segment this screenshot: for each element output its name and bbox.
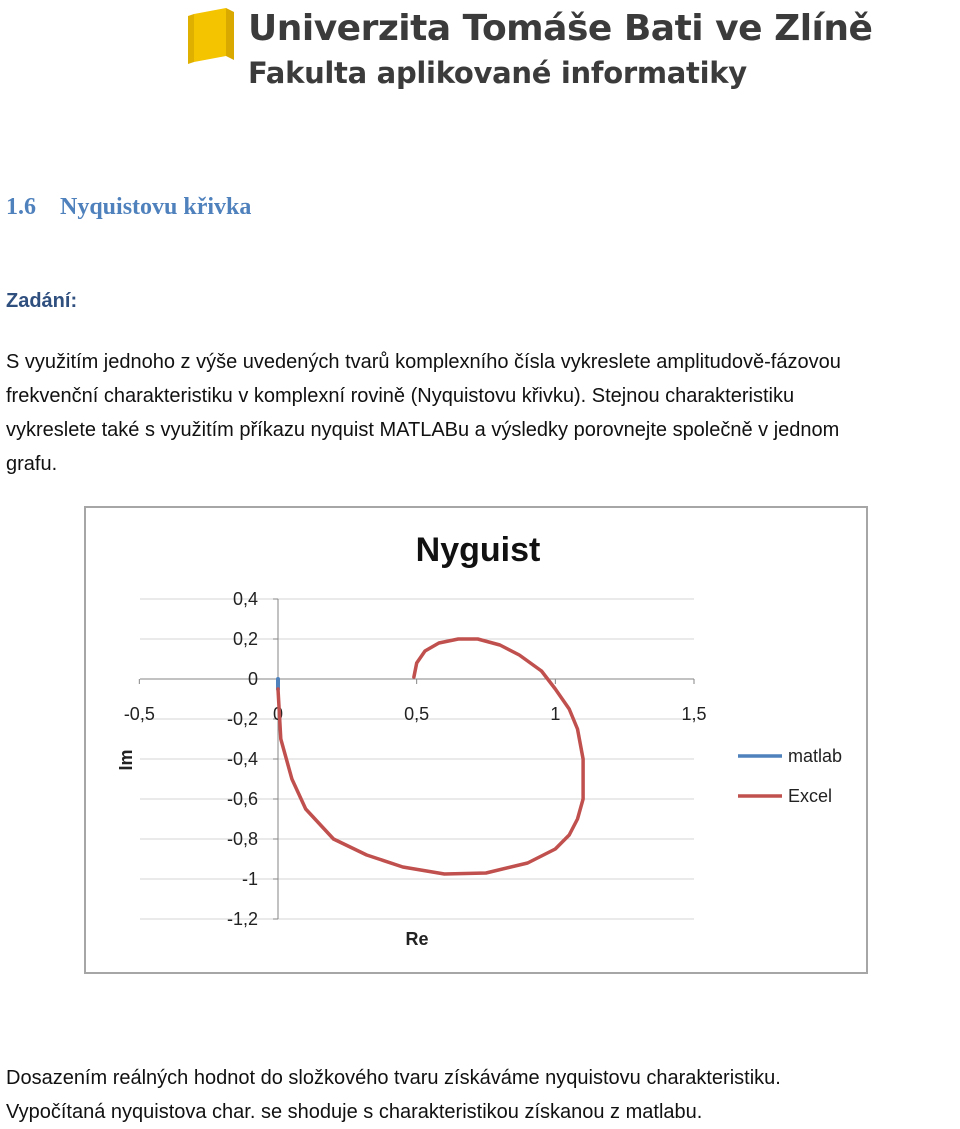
paragraph-line: grafu.: [6, 453, 58, 475]
paragraph-line: frekvenční charakteristiku v komplexní rovině (Nyquistovu křivku). Stejnou charakteristiku: [6, 385, 795, 407]
legend-label: matlab: [788, 746, 843, 766]
section-heading: [6, 194, 251, 221]
paragraph-line: S využitím jednoho z výše uvedených tvarů komplexního čísla vykreslete amplitudově-fázovou: [6, 351, 841, 373]
x-axis-title: Re: [405, 929, 429, 949]
faculty-name: Fakulta aplikované informatiky: [248, 56, 747, 90]
y-tick-label: -1,2: [226, 909, 258, 929]
university-name: Univerzita Tomáše Bati ve Zlíně: [248, 8, 873, 49]
chart-frame: [84, 506, 868, 974]
legend-label: Excel: [788, 786, 833, 806]
y-tick-label: -0,4: [226, 749, 258, 769]
book-icon: [188, 6, 236, 64]
x-tick-label: 1,5: [681, 704, 707, 724]
assignment-label: Zadání:: [6, 290, 78, 312]
paragraph-line: Vypočítaná nyquistova char. se shoduje s charakteristikou získanou z matlabu.: [6, 1101, 703, 1123]
chart-title: Nyguist: [415, 531, 541, 569]
conclusion-paragraph: [6, 1061, 956, 1129]
x-tick-label: 0: [272, 704, 284, 724]
paragraph-line: Dosazením reálných hodnot do složkového tvaru získáváme nyquistovu charakteristiku.: [6, 1067, 781, 1089]
y-tick-label: -0,2: [226, 709, 258, 729]
y-tick-label: -1: [241, 869, 258, 889]
y-tick-label: 0,2: [232, 629, 258, 649]
section-title: Nyquistovu křivka: [60, 194, 252, 220]
y-tick-label: -0,8: [226, 829, 258, 849]
y-axis-title: Im: [116, 749, 136, 771]
y-tick-label: -0,6: [226, 789, 258, 809]
x-tick-label: -0,5: [123, 704, 155, 724]
y-tick-label: 0: [247, 669, 258, 689]
x-tick-label: 1: [550, 704, 561, 724]
paragraph-line: vykreslete také s využitím příkazu nyquist MATLABu a výsledky porovnejte společně v jednom: [6, 419, 840, 441]
assignment-paragraph: [6, 345, 956, 481]
section-number: 1.6: [6, 194, 36, 220]
y-tick-label: 0,4: [232, 589, 258, 609]
x-tick-label: 0,5: [404, 704, 430, 724]
